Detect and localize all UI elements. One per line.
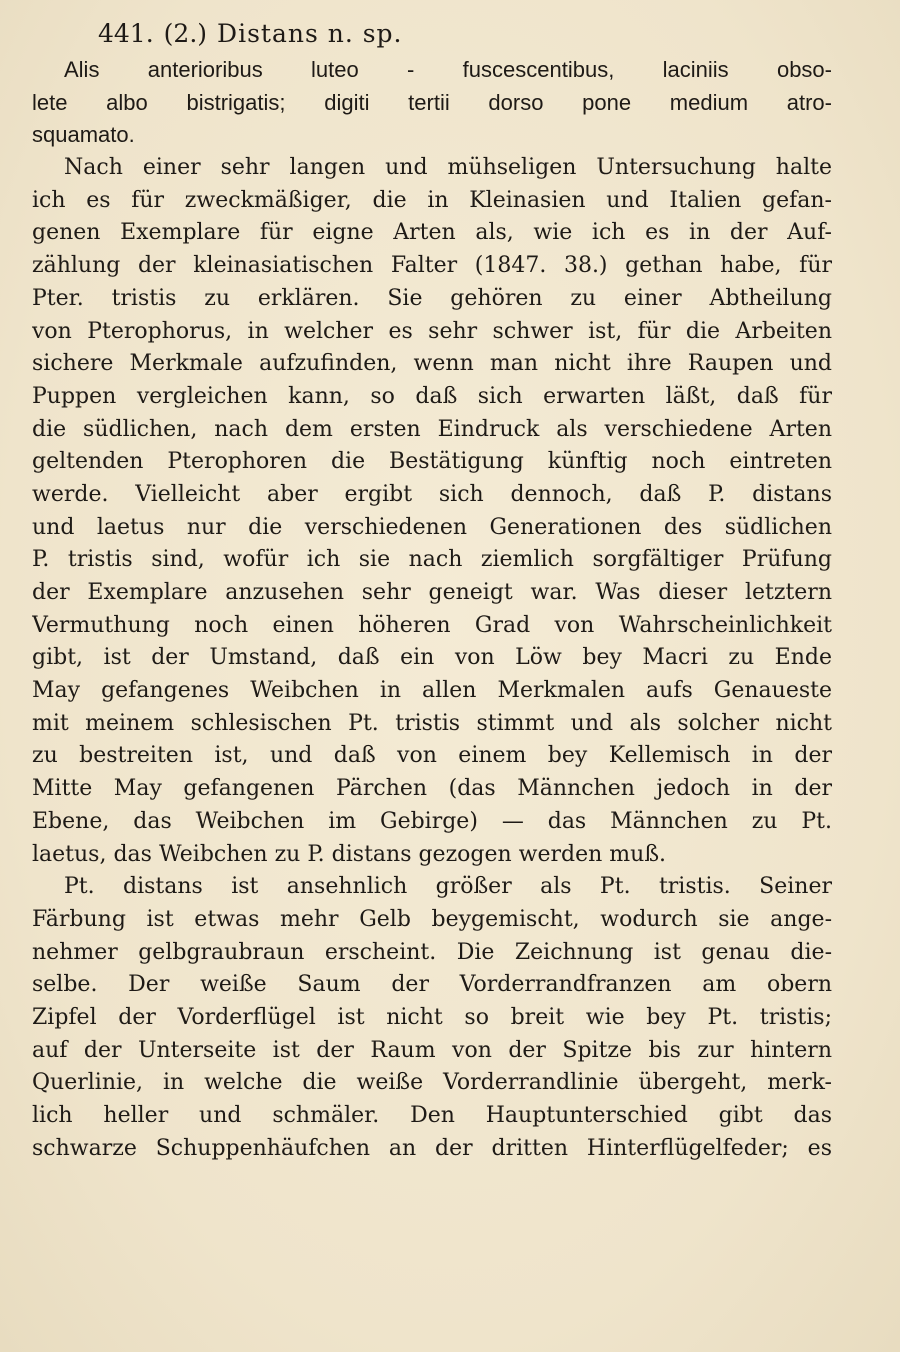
entry-number: (2.): [163, 19, 208, 48]
text-line: geltenden Pterophoren die Bestätigung künftig noch eintreten: [32, 449, 832, 475]
text-line: ich es für zweckmäßiger, die in Kleinasien und Italien gefan-: [32, 187, 832, 213]
text-line: Ebene, das Weibchen im Gebirge) — das Männchen zu Pt.: [32, 808, 832, 834]
text-column: [32, 14, 832, 1165]
text-line: auf der Unterseite ist der Raum von der Spitze bis zur hintern: [32, 1037, 832, 1063]
text-line: von Pterophorus, in welcher es sehr schwer ist, für die Arbeiten: [32, 318, 832, 344]
text-line: Nach einer sehr langen und mühseligen Untersuchung halte: [64, 155, 832, 181]
text-line: zu bestreiten ist, und daß von einem bey Kellemisch in der: [32, 743, 832, 769]
text-line: Mitte May gefangenen Pärchen (das Männchen jedoch in der: [32, 776, 832, 802]
text-line: die südlichen, nach dem ersten Eindruck als verschiedene Arten: [32, 416, 832, 442]
text-line: werde. Vielleicht aber ergibt sich dennoch, daß P. distans: [32, 481, 832, 507]
species-title: Distans n. sp.: [217, 19, 403, 48]
text-line: Färbung ist etwas mehr Gelb beygemischt, wodurch sie ange-: [32, 906, 832, 932]
text-line: schwarze Schuppenhäufchen an der dritten Hinterflügelfeder; es: [32, 1135, 832, 1161]
text-line: mit meinem schlesischen Pt. tristis stimmt und als solcher nicht: [32, 710, 832, 736]
entry-heading: [32, 14, 832, 54]
latin-diagnosis: [32, 54, 832, 152]
text-line: Zipfel der Vorderflügel ist nicht so breit wie bey Pt. tristis;: [32, 1004, 832, 1030]
text-line: squamato.: [32, 122, 135, 148]
text-line: Querlinie, in welche die weiße Vorderrandlinie übergeht, merk-: [32, 1070, 832, 1096]
text-line: selbe. Der weiße Saum der Vorderrandfranzen am obern: [32, 972, 832, 998]
text-line: der Exemplare anzusehen sehr geneigt war. Was dieser letztern: [32, 580, 832, 605]
text-line: gibt, ist der Umstand, daß ein von Löw bey Macri zu Ende: [32, 645, 832, 671]
text-line: sichere Merkmale aufzufinden, wenn man nicht ihre Raupen und: [32, 351, 832, 377]
page-number: 441.: [98, 19, 154, 48]
text-line: lete albo bistrigatis; digiti tertii dorso pone medium atro-: [32, 89, 832, 115]
text-line: Alis anterioribus luteo - fuscescentibus, laciniis obso-: [64, 57, 832, 82]
text-line: Pter. tristis zu erklären. Sie gehören zu einer Abtheilung: [32, 285, 832, 311]
text-line: Puppen vergleichen kann, so daß sich erwarten läßt, daß für: [32, 383, 832, 409]
paragraph-1: [32, 152, 832, 871]
text-line: und laetus nur die verschiedenen Generationen des südlichen: [32, 514, 832, 540]
paragraph-2: [32, 871, 832, 1165]
text-line: May gefangenes Weibchen in allen Merkmalen aufs Genaueste: [32, 678, 832, 704]
text-line: P. tristis sind, wofür ich sie nach ziemlich sorgfältiger Prüfung: [32, 547, 832, 573]
text-line: laetus, das Weibchen zu P. distans gezogen werden muß.: [32, 841, 667, 867]
text-line: nehmer gelbgraubraun erscheint. Die Zeichnung ist genau die-: [32, 939, 832, 965]
text-line: Vermuthung noch einen höheren Grad von Wahrscheinlichkeit: [32, 612, 832, 638]
text-line: Pt. distans ist ansehnlich größer als Pt. tristis. Seiner: [64, 874, 832, 900]
text-line: lich heller und schmäler. Den Hauptunterschied gibt das: [32, 1103, 832, 1128]
text-line: zählung der kleinasiatischen Falter (1847. 38.) gethan habe, für: [32, 253, 832, 279]
text-line: genen Exemplare für eigne Arten als, wie ich es in der Auf-: [32, 220, 832, 246]
